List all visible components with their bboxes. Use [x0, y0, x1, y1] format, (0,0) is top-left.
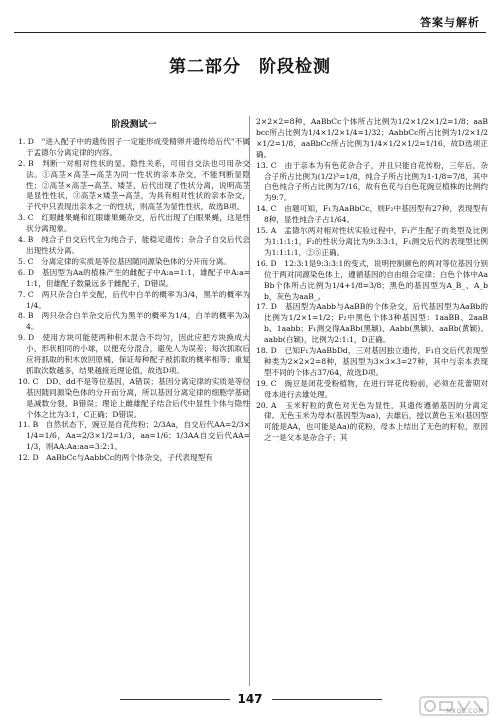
section-title: 阶段测试一	[111, 120, 157, 130]
right-column	[256, 117, 488, 444]
header-rule	[14, 32, 486, 33]
answer-item: 16. D 12:3:1是9:3:3:1的变式，说明控制颜色的两对等位基因分别位于两对同源染色体上，遵循基因的自由组合定律；白色个体中AaBb个体所占比例为1/4+1/8=3/8；黑色的基因型为A_B_、A_bb，灰色为aaB_。	[256, 258, 488, 301]
left-column	[18, 120, 250, 464]
part-title: 第二部分 阶段检测	[169, 57, 331, 77]
answer-item: 19. C 豌豆是闭花受粉植物，在进行异花传粉前，必须在花蕾期对母本进行去雄处理。	[256, 378, 488, 399]
page-header	[0, 0, 500, 38]
answer-item: 8. B 两只杂合白羊杂交后代为黑羊的概率为1/4，白羊的概率为3/4。	[18, 311, 250, 332]
answer-item: 5. C 分离定律的实质是等位基因随同源染色体的分开而分离。	[18, 256, 231, 266]
answer-item: 6. D 基因型为Aa的植株产生的雌配子中A:a=1:1，雄配子中A:a=1:1，但雄配子数量远多于雌配子，D错误。	[18, 267, 250, 288]
answer-item: 15. A 孟德尔两对相对性状实验过程中，F₁产生配子的类型及比例为1:1:1:1，F₂的性状分离比为9:3:3:1，F₁测交后代的表现型比例为1:1:1:1，②⑤正确。	[256, 226, 488, 257]
answer-item: 11. B 自然状态下，豌豆是自花传粉；2/3Aa，自交后代AA=2/3×1/4=1/6，Aa=2/3×1/2=1/3，aa=1/6；1/3AA自交后代AA=1/3，则AA:Aa:aa=3:2:1。	[18, 420, 250, 452]
answer-item: 3. C 红眼雌果蝇和红眼雄果蝇杂交，后代出现了白眼果蝇，这是性状分离现象。	[18, 213, 250, 234]
answer-item: 13. C 由于亲本为有色花杂合子，并且只能自花传粉，三年后，杂合子所占比例为(1/2)³=1/8，纯合子所占比例为1-1/8=7/8，其中白色纯合子所占比例为7/16，故有色花与白色花豌豆植株的比例约为9:7。	[256, 160, 488, 203]
column-divider	[249, 116, 250, 686]
answer-item: 14. C 由题可知，F₁为AaBbCc，则F₂中基因型有27种，表现型有8种，显性纯合子占1/64。	[256, 204, 488, 225]
answer-item: 1. D "进入配子中的遗传因子一定能形成受精卵并遗传给后代"不属于孟德尔分离定律的内容。	[18, 136, 250, 157]
answer-item: 18. D 已知F₁为AaBbDd，三对基因独立遗传，F₁自交后代表现型种类为2×2×2=8种，基因型为3×3×3=27种，其中与亲本表现型不同的个体占37/64，故选D项。	[256, 346, 488, 377]
header-title: 答案与解析	[420, 16, 480, 29]
answer-item: 4. B 纯合子自交后代全为纯合子，能稳定遗传；杂合子自交后代会出现性状分离。	[18, 235, 250, 255]
answer-item: 20. A 玉米籽粒的黄色对无色为显性，其遗传遵循基因的分离定律。无色玉米为母本(基因型为aa)，去雄后，授以黄色玉米(基因型可能是AA，也可能是Aa)的花粉，母本上结出了无色的籽粒，原因之一是父本是杂合子；其	[256, 400, 488, 443]
answer-item: 2×2×2=8种，AaBbCc个体所占比例为1/2×1/2×1/2=1/8；aaBbcc所占比例为1/4×1/2×1/4=1/32；AabbCc所占比例为1/2×1/2×1/2=1/8，aaBbCc所占比例为1/4×1/2×1/2=1/16，故D选项正确。	[256, 117, 488, 159]
answer-item: 2. B 判断一对相对性状的显、隐性关系，可用自交法也可用杂交法。①高茎×高茎→高茎为同一性状的亲本杂交，不能判断显隐性；②高茎×高茎→高茎、矮茎，后代出现了性状分离，说明高茎是显性性状，③高茎×矮茎→高茎，为具有相对性状的亲本杂交，子代中只表现出亲本之一的性状，则高茎为显性性状，故选B项。	[18, 158, 250, 212]
page-number: 147	[237, 692, 263, 706]
answer-item: 17. D 基因型为Aabb与AaBB的个体杂交，后代基因型为AaBb的比例为1/2×1=1/2；F₂中黑色个体3种基因型：1aaBB、2aaBb、1aabb；F₁测交得AaBb(黑颖)、Aabb(黑颖)、aaBb(黄颖)、aabb(白颖)，比例为2:1:1，D正确。	[256, 302, 488, 345]
page-number-rule-right	[272, 699, 382, 700]
answer-item: 10. C DD、dd不是等位基因，A错误；基因分离定律的实质是等位基因随同源染色体的分开而分离，所以基因分离定律的细胞学基础是减数分裂，B错误；理论上雌雄配子结合后代中显性个体与隐性个体之比为3:1，C正确；D错误。	[18, 376, 250, 419]
answer-item: 12. D AaBbCc与AabbCc的两个体杂交，子代表现型有	[18, 453, 213, 463]
answer-item: 7. C 两只杂合白羊交配，后代中白羊的概率为3/4，黑羊的概率为1/4。	[18, 289, 250, 310]
answer-item: 9. D 使用方块可能使两种积木混合不均匀，因此应把方块换成大小、形状相同的小球，以便充分混合，避免人为误差；每次抓取后应将抓取的积木放回原桶，保证每种配子被抓取的概率相等；重复抓取次数越多，结果越接近理论值，故选D项。	[18, 333, 250, 375]
watermark-text: MXQE.COM	[446, 708, 484, 715]
